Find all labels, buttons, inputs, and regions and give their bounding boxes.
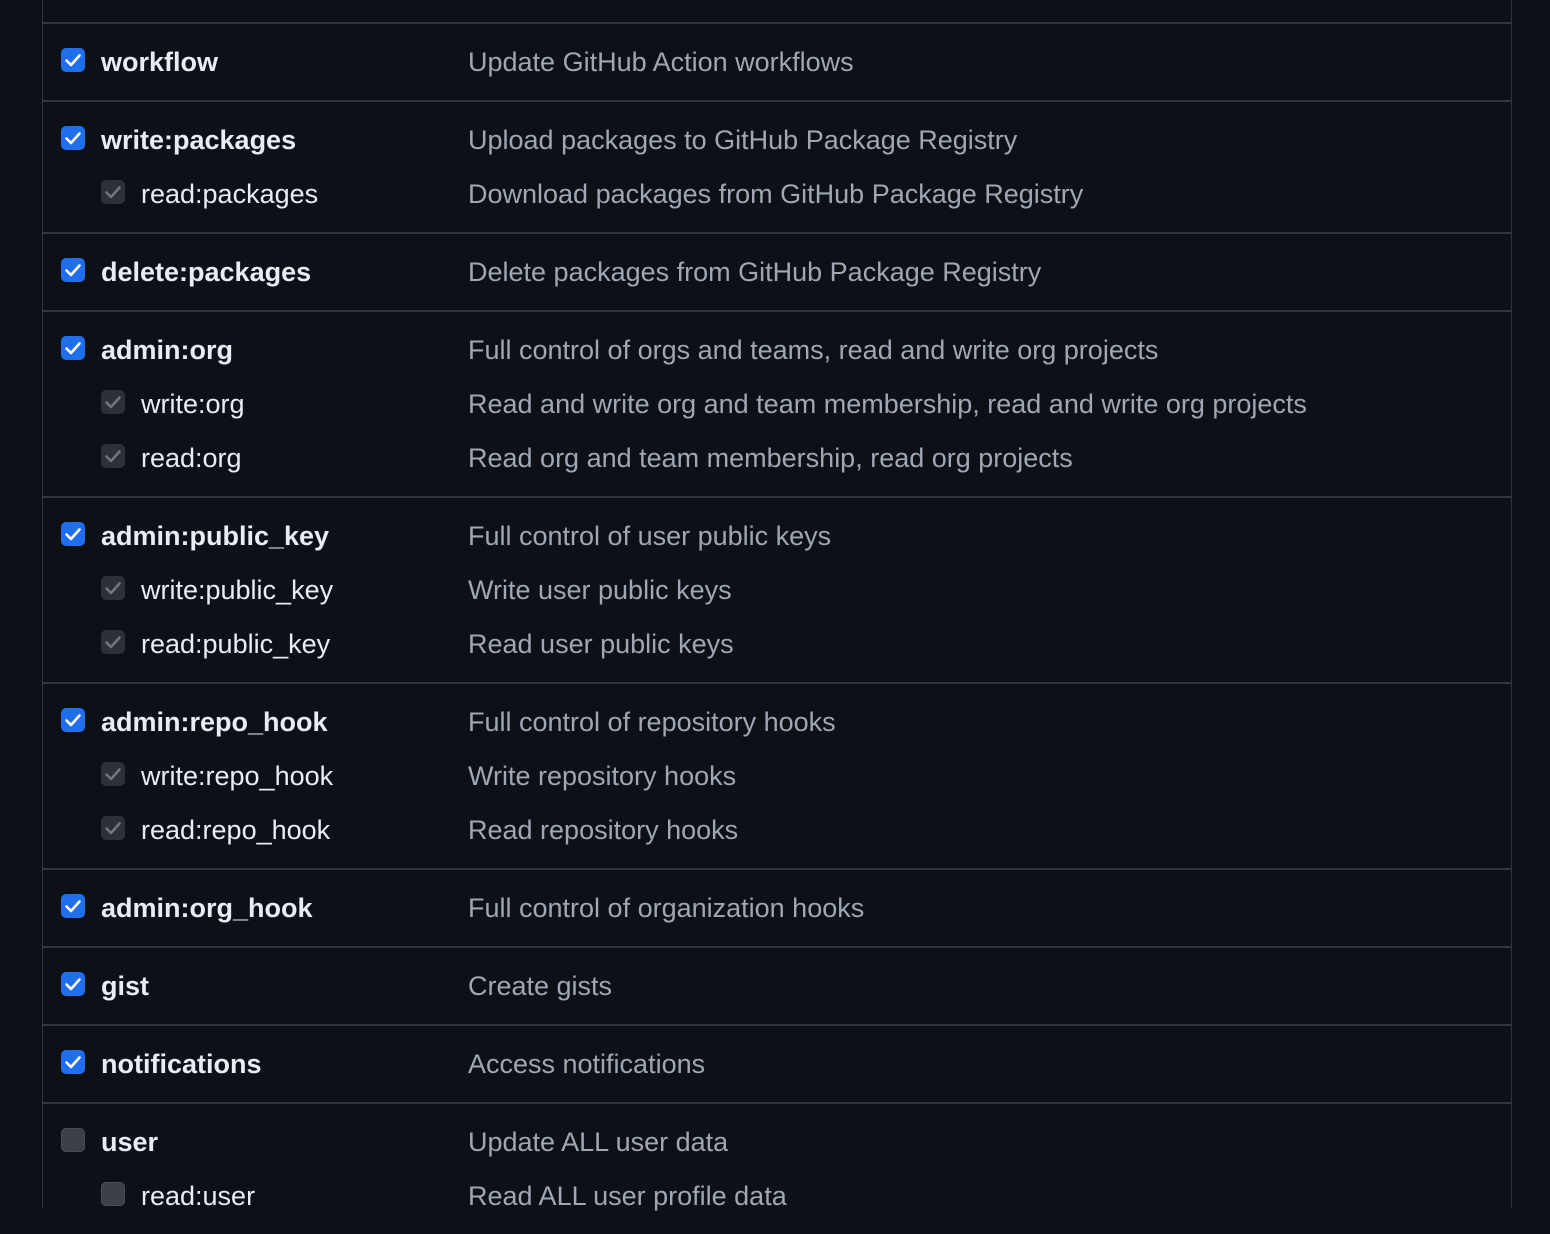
checkbox-read-repo-hook: [101, 816, 125, 840]
checkbox-read-public-key: [101, 630, 125, 654]
check-icon: [101, 390, 125, 414]
scope-group-workflow: [43, 22, 1511, 100]
scope-name[interactable]: notifications: [101, 1049, 262, 1079]
checkbox-write-public-key: [101, 576, 125, 600]
checkbox-admin-repo-hook[interactable]: [61, 708, 85, 732]
check-icon: [61, 522, 85, 546]
scope-group-admin-org: [43, 310, 1511, 496]
checkbox-user[interactable]: [61, 1128, 85, 1152]
scope-group-admin-org-hook: [43, 868, 1511, 946]
scope-row-admin-org: [43, 328, 1511, 368]
scope-row-admin-repo-hook: [43, 700, 1511, 740]
check-icon: [101, 576, 125, 600]
scope-description: Full control of user public keys: [468, 521, 832, 551]
scope-row-read-packages: [43, 172, 1511, 212]
scope-description: Delete packages from GitHub Package Registry: [468, 257, 1042, 287]
scope-row-write-public-key: [43, 568, 1511, 608]
checkbox-admin-public-key[interactable]: [61, 522, 85, 546]
scope-description: Read and write org and team membership, read and write org projects: [468, 389, 1307, 419]
checkbox-admin-org-hook[interactable]: [61, 894, 85, 918]
scope-name[interactable]: write:public_key: [141, 575, 334, 605]
checkbox-notifications[interactable]: [61, 1050, 85, 1074]
scope-row-admin-public-key: [43, 514, 1511, 554]
scope-name[interactable]: write:repo_hook: [141, 761, 334, 791]
check-icon: [101, 816, 125, 840]
scope-row-delete-packages: [43, 250, 1511, 290]
check-icon: [61, 1050, 85, 1074]
check-icon: [61, 972, 85, 996]
scope-row-notifications: [43, 1042, 1511, 1082]
scope-name[interactable]: workflow: [101, 47, 219, 77]
scope-row-write-packages: [43, 118, 1511, 158]
scope-description: Upload packages to GitHub Package Registry: [468, 125, 1018, 155]
scope-group-admin-public-key: [43, 496, 1511, 682]
scope-description: Update ALL user data: [468, 1127, 729, 1157]
checkbox-read-user[interactable]: [101, 1182, 125, 1206]
scope-name[interactable]: admin:repo_hook: [101, 707, 328, 737]
scope-name[interactable]: admin:org_hook: [101, 893, 313, 923]
scope-group-notifications: [43, 1024, 1511, 1102]
scope-description: Full control of repository hooks: [468, 707, 836, 737]
checkbox-delete-packages[interactable]: [61, 258, 85, 282]
check-icon: [61, 48, 85, 72]
scope-row-user: [43, 1120, 1511, 1160]
scope-row-write-repo-hook: [43, 754, 1511, 794]
scope-name[interactable]: admin:public_key: [101, 521, 330, 551]
scope-description: Write user public keys: [468, 575, 732, 605]
check-icon: [101, 630, 125, 654]
scope-name[interactable]: read:repo_hook: [141, 815, 331, 845]
scope-row-read-repo-hook: [43, 808, 1511, 848]
checkbox-gist[interactable]: [61, 972, 85, 996]
scope-group-write-packages: [43, 100, 1511, 232]
scope-description: Full control of organization hooks: [468, 893, 865, 923]
scope-name[interactable]: write:packages: [101, 125, 297, 155]
scopes-list: [42, 0, 1512, 1211]
scope-name[interactable]: user: [101, 1127, 159, 1157]
scope-row-read-public-key: [43, 622, 1511, 662]
check-icon: [61, 336, 85, 360]
scope-name[interactable]: read:public_key: [141, 629, 331, 659]
scope-name[interactable]: read:org: [141, 443, 242, 473]
scope-description: Update GitHub Action workflows: [468, 47, 854, 77]
check-icon: [101, 762, 125, 786]
scope-description: Create gists: [468, 971, 613, 1001]
scope-description: Read user public keys: [468, 629, 734, 659]
scope-name[interactable]: admin:org: [101, 335, 233, 365]
scope-row-write-org: [43, 382, 1511, 422]
scope-row-gist: [43, 964, 1511, 1004]
checkbox-read-packages: [101, 180, 125, 204]
scope-name[interactable]: read:packages: [141, 179, 319, 209]
scope-group-admin-repo-hook: [43, 682, 1511, 868]
scope-description: Read repository hooks: [468, 815, 739, 845]
checkbox-write-org: [101, 390, 125, 414]
scope-row-read-user: [43, 1174, 1511, 1214]
check-icon: [61, 708, 85, 732]
scope-description: Read ALL user profile data: [468, 1181, 787, 1211]
check-icon: [61, 126, 85, 150]
check-icon: [61, 258, 85, 282]
scope-description: Full control of orgs and teams, read and write org projects: [468, 335, 1159, 365]
scope-group-gist: [43, 946, 1511, 1024]
check-icon: [101, 444, 125, 468]
scope-row-workflow: [43, 40, 1511, 80]
checkbox-write-repo-hook: [101, 762, 125, 786]
scope-name[interactable]: write:org: [141, 389, 245, 419]
scope-description: Write repository hooks: [468, 761, 737, 791]
scope-row-read-org: [43, 436, 1511, 476]
checkbox-admin-org[interactable]: [61, 336, 85, 360]
scope-name[interactable]: delete:packages: [101, 257, 312, 287]
scope-description: Download packages from GitHub Package Registry: [468, 179, 1084, 209]
scope-name[interactable]: read:user: [141, 1181, 256, 1211]
check-icon: [61, 894, 85, 918]
scope-description: Access notifications: [468, 1049, 706, 1079]
check-icon: [101, 180, 125, 204]
scope-group-user: [43, 1102, 1511, 1234]
scope-row-admin-org-hook: [43, 886, 1511, 926]
scope-group-delete-packages: [43, 232, 1511, 310]
checkbox-read-org: [101, 444, 125, 468]
scope-description: Read org and team membership, read org projects: [468, 443, 1073, 473]
checkbox-write-packages[interactable]: [61, 126, 85, 150]
scope-name[interactable]: gist: [101, 971, 150, 1001]
checkbox-workflow[interactable]: [61, 48, 85, 72]
